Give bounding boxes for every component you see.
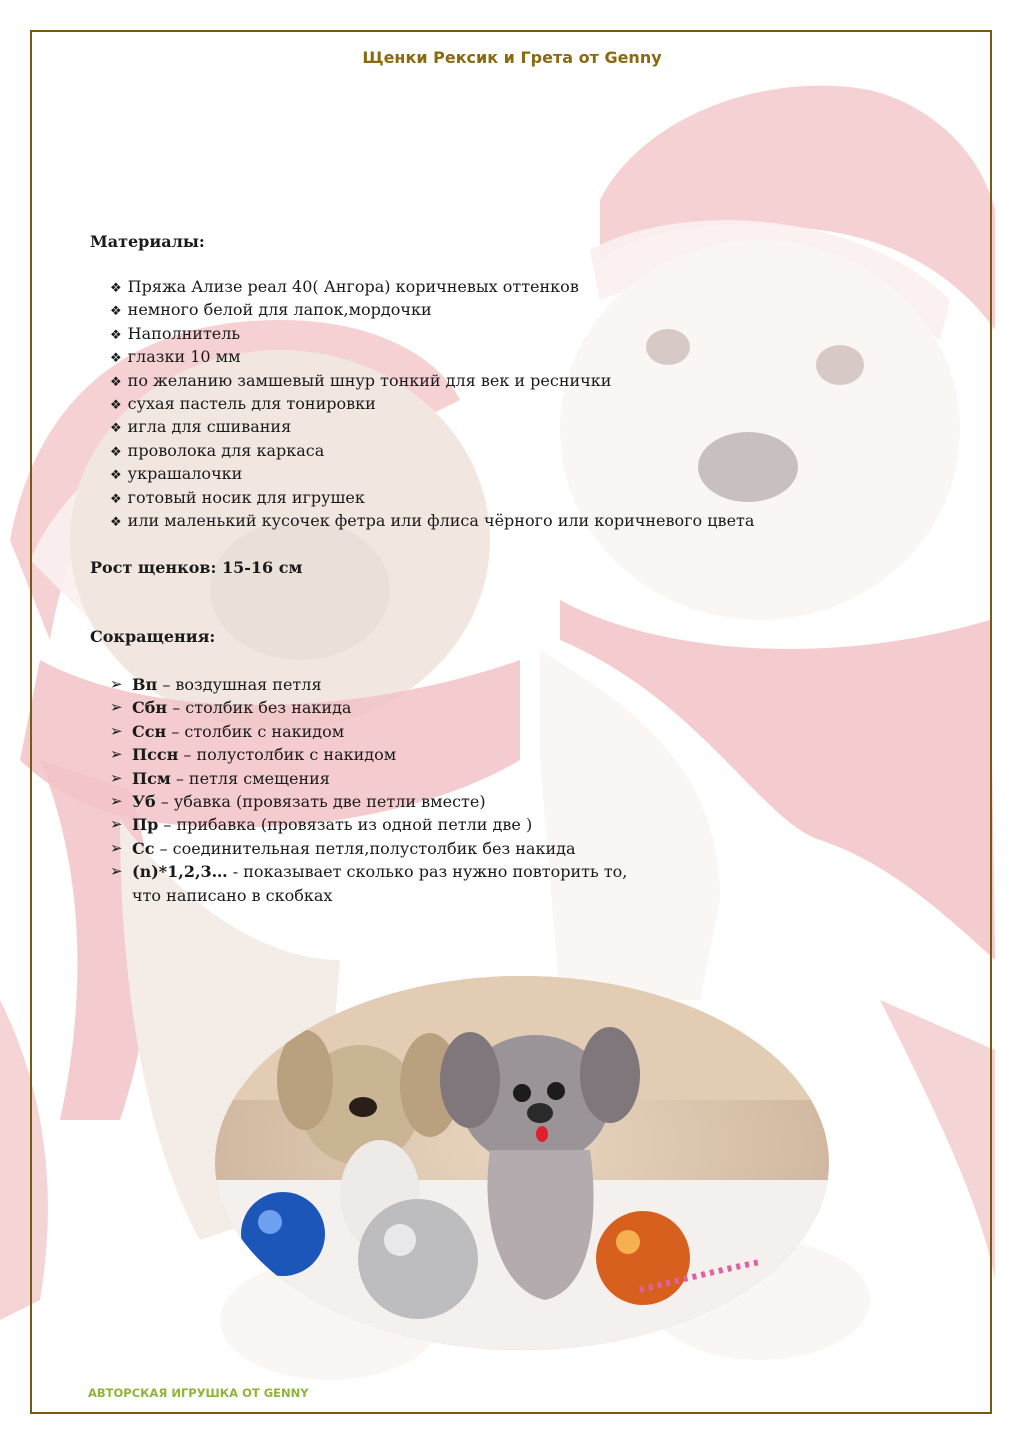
arrow-bullet-icon: ➢ bbox=[110, 768, 123, 787]
arrow-bullet-icon: ➢ bbox=[110, 792, 123, 811]
diamond-bullet-icon: ❖ bbox=[110, 281, 122, 296]
list-item: ❖ глазки 10 мм bbox=[110, 347, 241, 367]
list-item: ➢ Ссн – столбик с накидом bbox=[110, 720, 627, 743]
diamond-bullet-icon: ❖ bbox=[110, 514, 122, 530]
abbreviations-list bbox=[110, 673, 627, 907]
diamond-bullet-icon: ❖ bbox=[110, 327, 122, 343]
puppy-height-line: Рост щенков: 15-16 см bbox=[90, 558, 303, 577]
arrow-bullet-icon: ➢ bbox=[110, 815, 123, 834]
page-title: Щенки Рексик и Грета от Genny bbox=[362, 48, 662, 67]
list-item: ❖ игла для сшивания bbox=[110, 417, 292, 437]
diamond-bullet-icon: ❖ bbox=[110, 491, 122, 507]
arrow-bullet-icon: ➢ bbox=[110, 698, 123, 717]
list-item: ➢ (n)*1,2,3… - показывает сколько раз нужно повторить то, bbox=[110, 860, 627, 883]
arrow-bullet-icon: ➢ bbox=[110, 862, 123, 881]
diamond-bullet-icon: ❖ bbox=[110, 397, 122, 413]
list-item: ❖ Наполнитель bbox=[110, 323, 241, 343]
list-item: ➢ Сбн – столбик без накида bbox=[110, 696, 627, 719]
arrow-bullet-icon: ➢ bbox=[110, 745, 123, 764]
diamond-bullet-icon: ❖ bbox=[110, 351, 122, 367]
diamond-bullet-icon: ❖ bbox=[110, 421, 122, 437]
list-item: ➢ Пр – прибавка (провязать из одной петли две ) bbox=[110, 813, 627, 836]
list-item: ❖ украшалочки bbox=[110, 464, 243, 484]
diamond-bullet-icon: ❖ bbox=[110, 304, 122, 320]
list-item: ❖ Пряжа Ализе реал 40( Ангора) коричневых оттенков bbox=[110, 277, 579, 296]
arrow-bullet-icon: ➢ bbox=[110, 675, 123, 693]
diamond-bullet-icon: ❖ bbox=[110, 444, 122, 460]
list-item: ❖ по желанию замшевый шнур тонкий для век и реснички bbox=[110, 370, 612, 390]
arrow-bullet-icon: ➢ bbox=[110, 838, 123, 857]
diamond-bullet-icon: ❖ bbox=[110, 468, 122, 484]
list-item: ➢ Сс – соединительная петля,полустолбик без накида bbox=[110, 837, 627, 860]
list-item: ➢ Уб – убавка (провязать две петли вместе) bbox=[110, 790, 627, 813]
list-item: ❖ немного белой для лапок,мордочки bbox=[110, 300, 432, 320]
footer-brand: АВТОРСКАЯ ИГРУШКА ОТ GENNY bbox=[88, 1386, 309, 1400]
list-item-continuation: что написано в скобках bbox=[132, 885, 333, 905]
list-item: ➢ Пссн – полустолбик с накидом bbox=[110, 743, 627, 766]
list-item: ❖ сухая пастель для тонировки bbox=[110, 393, 376, 413]
arrow-bullet-icon: ➢ bbox=[110, 721, 123, 740]
materials-heading: Материалы: bbox=[90, 232, 205, 251]
abbreviations-heading: Сокращения: bbox=[90, 627, 216, 646]
list-item: ➢ Псм – петля смещения bbox=[110, 767, 627, 790]
list-item: ❖ или маленький кусочек фетра или флиса чёрного или коричневого цвета bbox=[110, 510, 755, 530]
diamond-bullet-icon: ❖ bbox=[110, 374, 122, 390]
list-item: ❖ готовый носик для игрушек bbox=[110, 487, 365, 507]
list-item: ❖ проволока для каркаса bbox=[110, 440, 325, 460]
materials-list bbox=[110, 275, 754, 532]
list-item: ➢ Вп – воздушная петля bbox=[110, 673, 627, 696]
